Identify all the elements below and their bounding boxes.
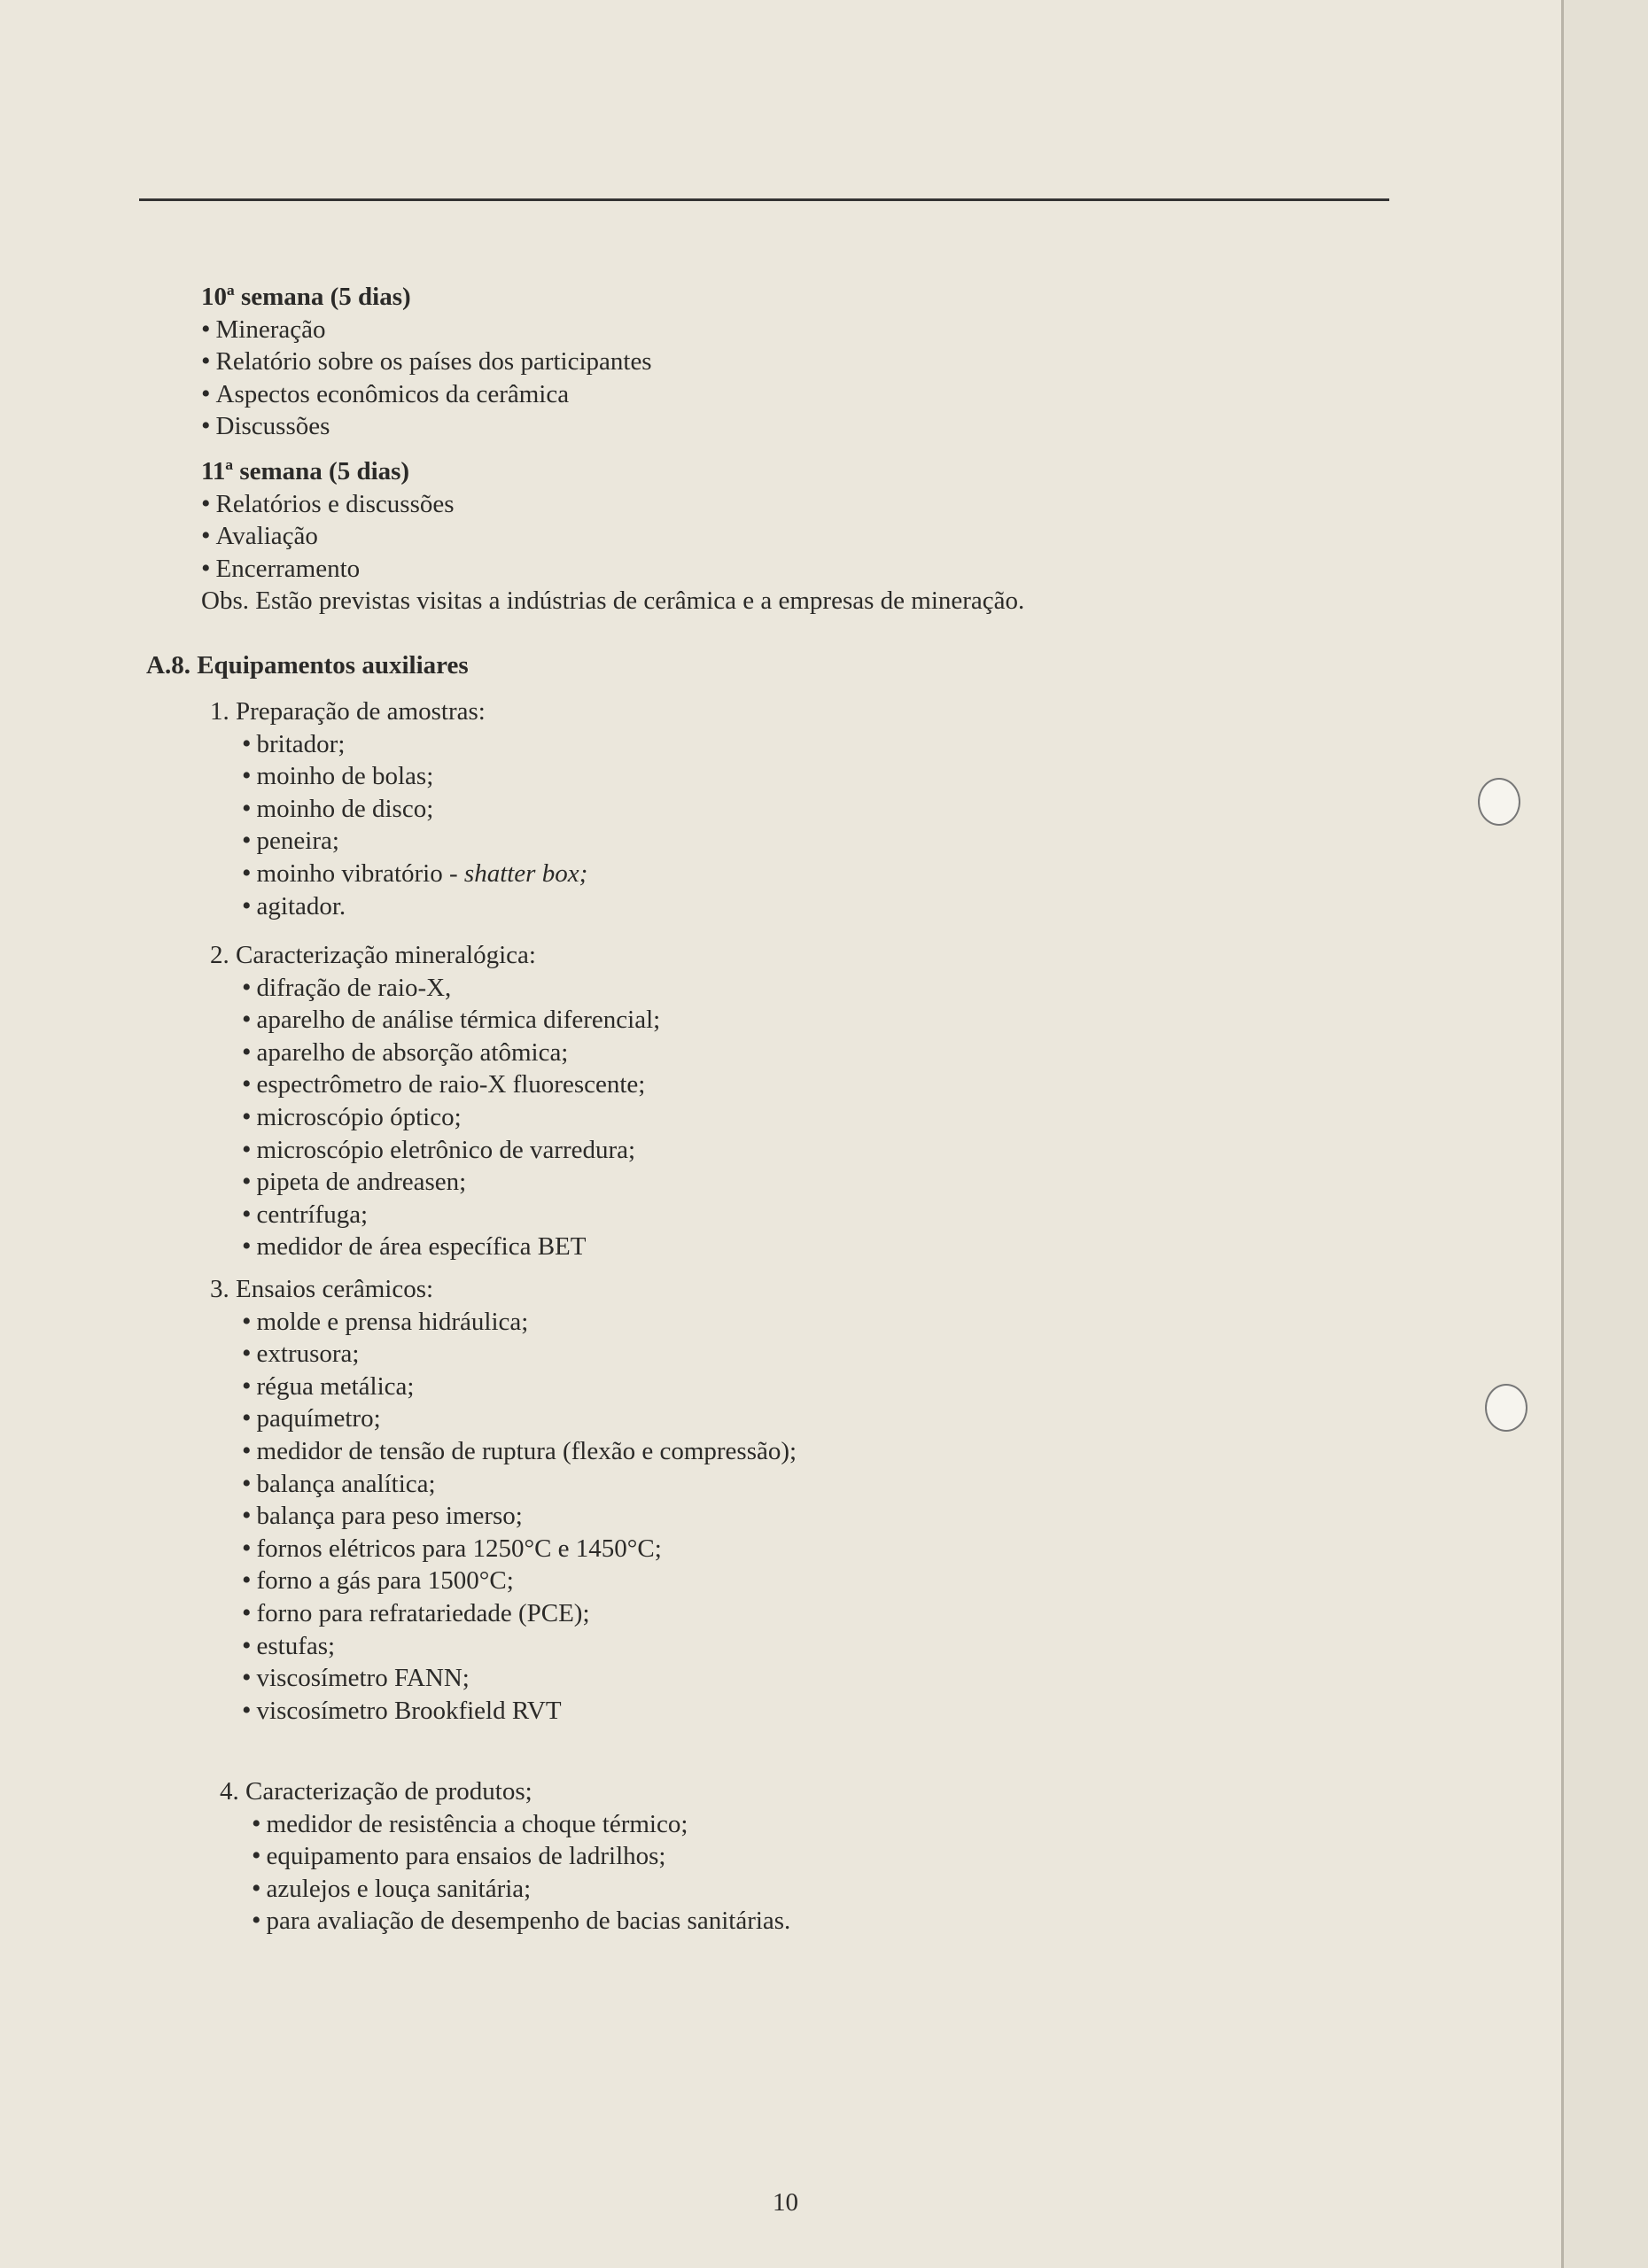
list-item: • aparelho de análise térmica diferencial;	[210, 1004, 660, 1037]
a8-title-block	[146, 649, 469, 682]
list-item: • balança para peso imerso;	[210, 1500, 797, 1533]
page-fold	[1561, 0, 1564, 2268]
list-item: • pipeta de andreasen;	[210, 1166, 660, 1199]
group-title: 4. Caracterização de produtos;	[220, 1777, 532, 1806]
list-item: • estufas;	[210, 1630, 797, 1663]
week10-section	[201, 281, 652, 443]
list-item: • centrífuga;	[210, 1199, 660, 1231]
page-number: 10	[773, 2188, 798, 2217]
week11-title: 11ª semana (5 dias)	[201, 457, 410, 485]
week11-section	[201, 455, 1024, 617]
list-item: • Aspectos econômicos da cerâmica	[201, 378, 652, 411]
group-caracterizacao-produtos	[220, 1775, 790, 1938]
list-item: • britador;	[210, 728, 587, 761]
section-title: A.8. Equipamentos auxiliares	[146, 651, 469, 680]
group-title: 1. Preparação de amostras:	[210, 697, 486, 726]
group-ensaios-ceramicos	[210, 1273, 797, 1727]
header-rule	[139, 198, 1389, 201]
list-item: • fornos elétricos para 1250°C e 1450°C;	[210, 1533, 797, 1565]
list-item: • viscosímetro Brookfield RVT	[210, 1695, 797, 1728]
list-item: • paquímetro;	[210, 1402, 797, 1435]
list-item: • balança analítica;	[210, 1468, 797, 1501]
list-item: • forno para refratariedade (PCE);	[210, 1597, 797, 1630]
list-item: • difração de raio-X,	[210, 972, 660, 1005]
list-item: • peneira;	[210, 825, 587, 858]
list-item: • aparelho de absorção atômica;	[210, 1037, 660, 1069]
punch-hole	[1478, 778, 1520, 826]
list-item: • molde e prensa hidráulica;	[210, 1306, 797, 1339]
list-item: • espectrômetro de raio-X fluorescente;	[210, 1068, 660, 1101]
list-item: • Relatórios e discussões	[201, 488, 1024, 521]
list-item: • microscópio óptico;	[210, 1101, 660, 1134]
list-item: • extrusora;	[210, 1338, 797, 1371]
group-title: 2. Caracterização mineralógica:	[210, 941, 536, 969]
list-item	[210, 858, 587, 890]
punch-hole	[1485, 1384, 1528, 1432]
list-item: • régua metálica;	[210, 1371, 797, 1403]
list-item: • para avaliação de desempenho de bacias sanitárias.	[220, 1905, 790, 1938]
obs-note: Obs. Estão previstas visitas a indústrias de cerâmica e a empresas de mineração.	[201, 586, 1025, 616]
group-title: 3. Ensaios cerâmicos:	[210, 1275, 434, 1303]
group-preparacao	[210, 695, 587, 922]
list-item: • microscópio eletrônico de varredura;	[210, 1134, 660, 1167]
list-item: • forno a gás para 1500°C;	[210, 1565, 797, 1597]
list-item: • medidor de tensão de ruptura (flexão e compressão);	[210, 1435, 797, 1468]
page-edge	[1564, 0, 1648, 2268]
list-item: • viscosímetro FANN;	[210, 1662, 797, 1695]
list-item: • Relatório sobre os países dos participantes	[201, 346, 652, 378]
list-item: • medidor de área específica BET	[210, 1231, 660, 1263]
list-item: • moinho de disco;	[210, 793, 587, 826]
week10-title: 10ª semana (5 dias)	[201, 283, 411, 311]
list-item: • agitador.	[210, 890, 587, 923]
list-item: • Mineração	[201, 314, 652, 346]
list-item: • Discussões	[201, 410, 652, 443]
list-item: • Avaliação	[201, 520, 1024, 553]
group-caracterizacao-mineralogica	[210, 939, 660, 1263]
list-item: • moinho de bolas;	[210, 760, 587, 793]
list-item: • medidor de resistência a choque térmico;	[220, 1808, 790, 1841]
item-italic: shatter box;	[463, 858, 588, 888]
list-item: • azulejos e louça sanitária;	[220, 1873, 790, 1906]
list-item: • Encerramento	[201, 553, 1024, 586]
list-item: • equipamento para ensaios de ladrilhos;	[220, 1840, 790, 1873]
item-text: moinho vibratório -	[256, 858, 464, 888]
